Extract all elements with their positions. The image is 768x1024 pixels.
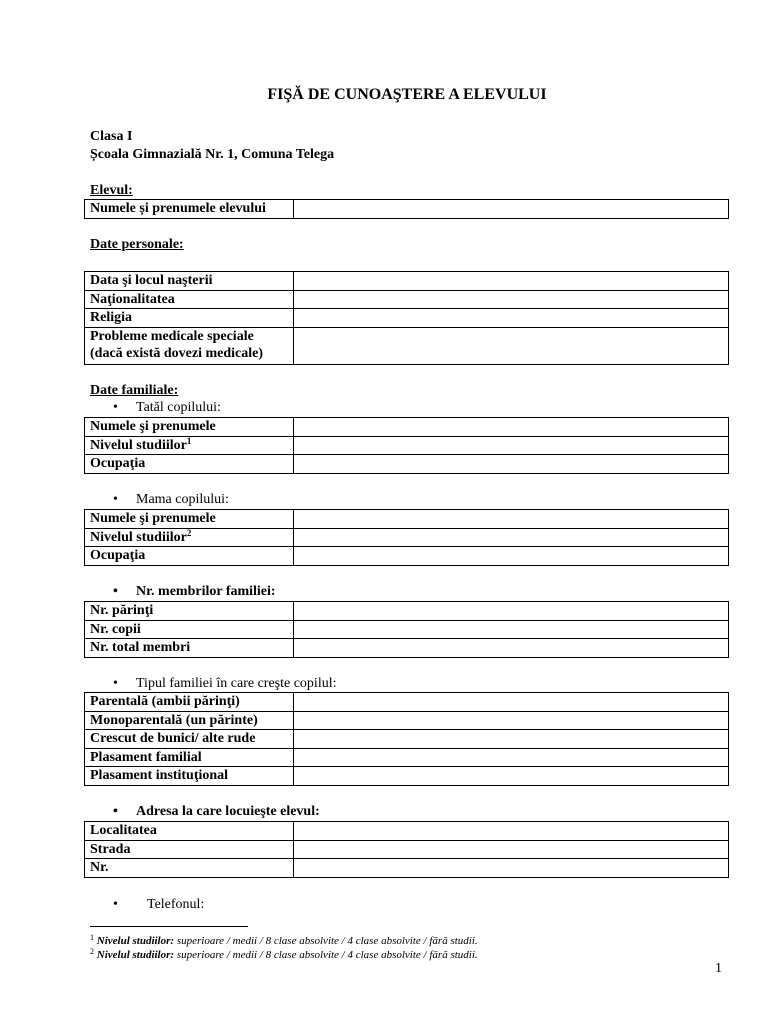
mother-heading: Mama copilului: <box>136 492 229 507</box>
page-number: 1 <box>715 961 722 976</box>
table-row <box>85 748 729 767</box>
table-row <box>85 309 729 328</box>
bullet-icon: • <box>113 897 118 912</box>
mother-studies-label: Nivelul studiilor <box>90 529 187 545</box>
row-label: Plasament instituţional <box>85 767 294 786</box>
personal-data-table <box>84 271 729 365</box>
family-members-heading: Nr. membrilor familiei: <box>136 584 276 599</box>
table-row <box>85 639 729 658</box>
table-row <box>85 290 729 309</box>
table-row <box>85 436 729 455</box>
parents-count-field[interactable] <box>294 602 729 621</box>
footnote-ref: 1 <box>186 435 192 446</box>
mother-occupation-field[interactable] <box>294 547 729 566</box>
row-label: Nr. copii <box>85 620 294 639</box>
table-row <box>85 730 729 749</box>
row-label: Numele și prenumele elevului <box>85 200 294 219</box>
table-row <box>85 840 729 859</box>
table-row <box>85 455 729 474</box>
row-label: Data şi locul naşterii <box>85 272 294 291</box>
table-row <box>85 693 729 712</box>
table-row <box>85 528 729 547</box>
locality-field[interactable] <box>294 822 729 841</box>
bullet-icon: • <box>113 804 118 819</box>
row-label: Localitatea <box>85 822 294 841</box>
family-type-table <box>84 692 729 786</box>
address-heading: Adresa la care locuieşte elevul: <box>136 804 320 819</box>
father-occupation-field[interactable] <box>294 455 729 474</box>
father-heading: Tatăl copilului: <box>136 400 221 415</box>
footnote-label: Nivelul studiilor: <box>96 935 175 947</box>
table-row <box>85 822 729 841</box>
student-name-table <box>84 199 729 219</box>
footnote-number: 1 <box>90 933 94 942</box>
total-members-field[interactable] <box>294 639 729 658</box>
nationality-field[interactable] <box>294 290 729 309</box>
school-name: Școala Gimnazială Nr. 1, Comuna Telega <box>90 147 335 162</box>
table-row <box>85 547 729 566</box>
footnote-text: superioare / medii / 8 clase absolvite / 4 clase absolvite / fără studii. <box>174 935 478 947</box>
father-name-field[interactable] <box>294 418 729 437</box>
section-heading-personal: Date personale: <box>90 237 184 252</box>
family-type-heading: Tipul familiei în care creşte copilul: <box>136 676 337 691</box>
bullet-icon: • <box>113 492 118 507</box>
street-field[interactable] <box>294 840 729 859</box>
row-label: Ocupaţia <box>85 547 294 566</box>
footnote <box>90 945 478 962</box>
mother-table <box>84 509 729 566</box>
number-field[interactable] <box>294 859 729 878</box>
address-table <box>84 821 729 878</box>
class-label: Clasa I <box>90 129 133 144</box>
medical-label-line1: Probleme medicale speciale <box>90 328 254 344</box>
footnote-label: Nivelul studiilor: <box>96 949 175 961</box>
table-row <box>85 711 729 730</box>
medical-label-line2: (dacă există dovezi medicale) <box>90 345 264 361</box>
footnote-text: superioare / medii / 8 clase absolvite / 4 clase absolvite / fără studii. <box>174 949 478 961</box>
row-label: Nr. părinţi <box>85 602 294 621</box>
row-label: Strada <box>85 840 294 859</box>
table-row <box>85 859 729 878</box>
row-label <box>85 327 294 364</box>
row-label: Religia <box>85 309 294 328</box>
row-label: Naţionalitatea <box>85 290 294 309</box>
table-row <box>85 272 729 291</box>
parental-field[interactable] <box>294 693 729 712</box>
row-label: Crescut de bunici/ alte rude <box>85 730 294 749</box>
family-placement-field[interactable] <box>294 748 729 767</box>
footnote-separator <box>90 926 248 927</box>
religion-field[interactable] <box>294 309 729 328</box>
table-row <box>85 200 729 219</box>
footnote-ref: 2 <box>186 527 192 538</box>
grandparents-field[interactable] <box>294 730 729 749</box>
table-row <box>85 620 729 639</box>
father-studies-field[interactable] <box>294 436 729 455</box>
table-row <box>85 327 729 364</box>
row-label: Numele şi prenumele <box>85 510 294 529</box>
row-label <box>85 436 294 455</box>
row-label: Ocupaţia <box>85 455 294 474</box>
phone-heading: Telefonul: <box>147 897 205 912</box>
mother-name-field[interactable] <box>294 510 729 529</box>
medical-field[interactable] <box>294 327 729 364</box>
row-label: Plasament familial <box>85 748 294 767</box>
row-label <box>85 528 294 547</box>
table-row <box>85 602 729 621</box>
birth-field[interactable] <box>294 272 729 291</box>
family-members-table <box>84 601 729 658</box>
institutional-placement-field[interactable] <box>294 767 729 786</box>
row-label: Nr. total membri <box>85 639 294 658</box>
table-row <box>85 510 729 529</box>
row-label: Numele şi prenumele <box>85 418 294 437</box>
children-count-field[interactable] <box>294 620 729 639</box>
father-studies-label: Nivelul studiilor <box>90 437 187 453</box>
bullet-icon: • <box>113 676 118 691</box>
document-title: FIŞĂ DE CUNOAŞTERE A ELEVULUI <box>267 86 547 103</box>
bullet-icon: • <box>113 584 118 599</box>
mother-studies-field[interactable] <box>294 528 729 547</box>
student-name-field[interactable] <box>294 200 729 219</box>
row-label: Parentală (ambii părinţi) <box>85 693 294 712</box>
table-row <box>85 767 729 786</box>
section-heading-family: Date familiale: <box>90 383 179 398</box>
table-row <box>85 418 729 437</box>
footnote-number: 2 <box>90 947 94 956</box>
father-table <box>84 417 729 474</box>
row-label: Nr. <box>85 859 294 878</box>
section-heading-elevul: Elevul: <box>90 183 133 198</box>
monoparental-field[interactable] <box>294 711 729 730</box>
row-label: Monoparentală (un părinte) <box>85 711 294 730</box>
bullet-icon: • <box>113 400 118 415</box>
